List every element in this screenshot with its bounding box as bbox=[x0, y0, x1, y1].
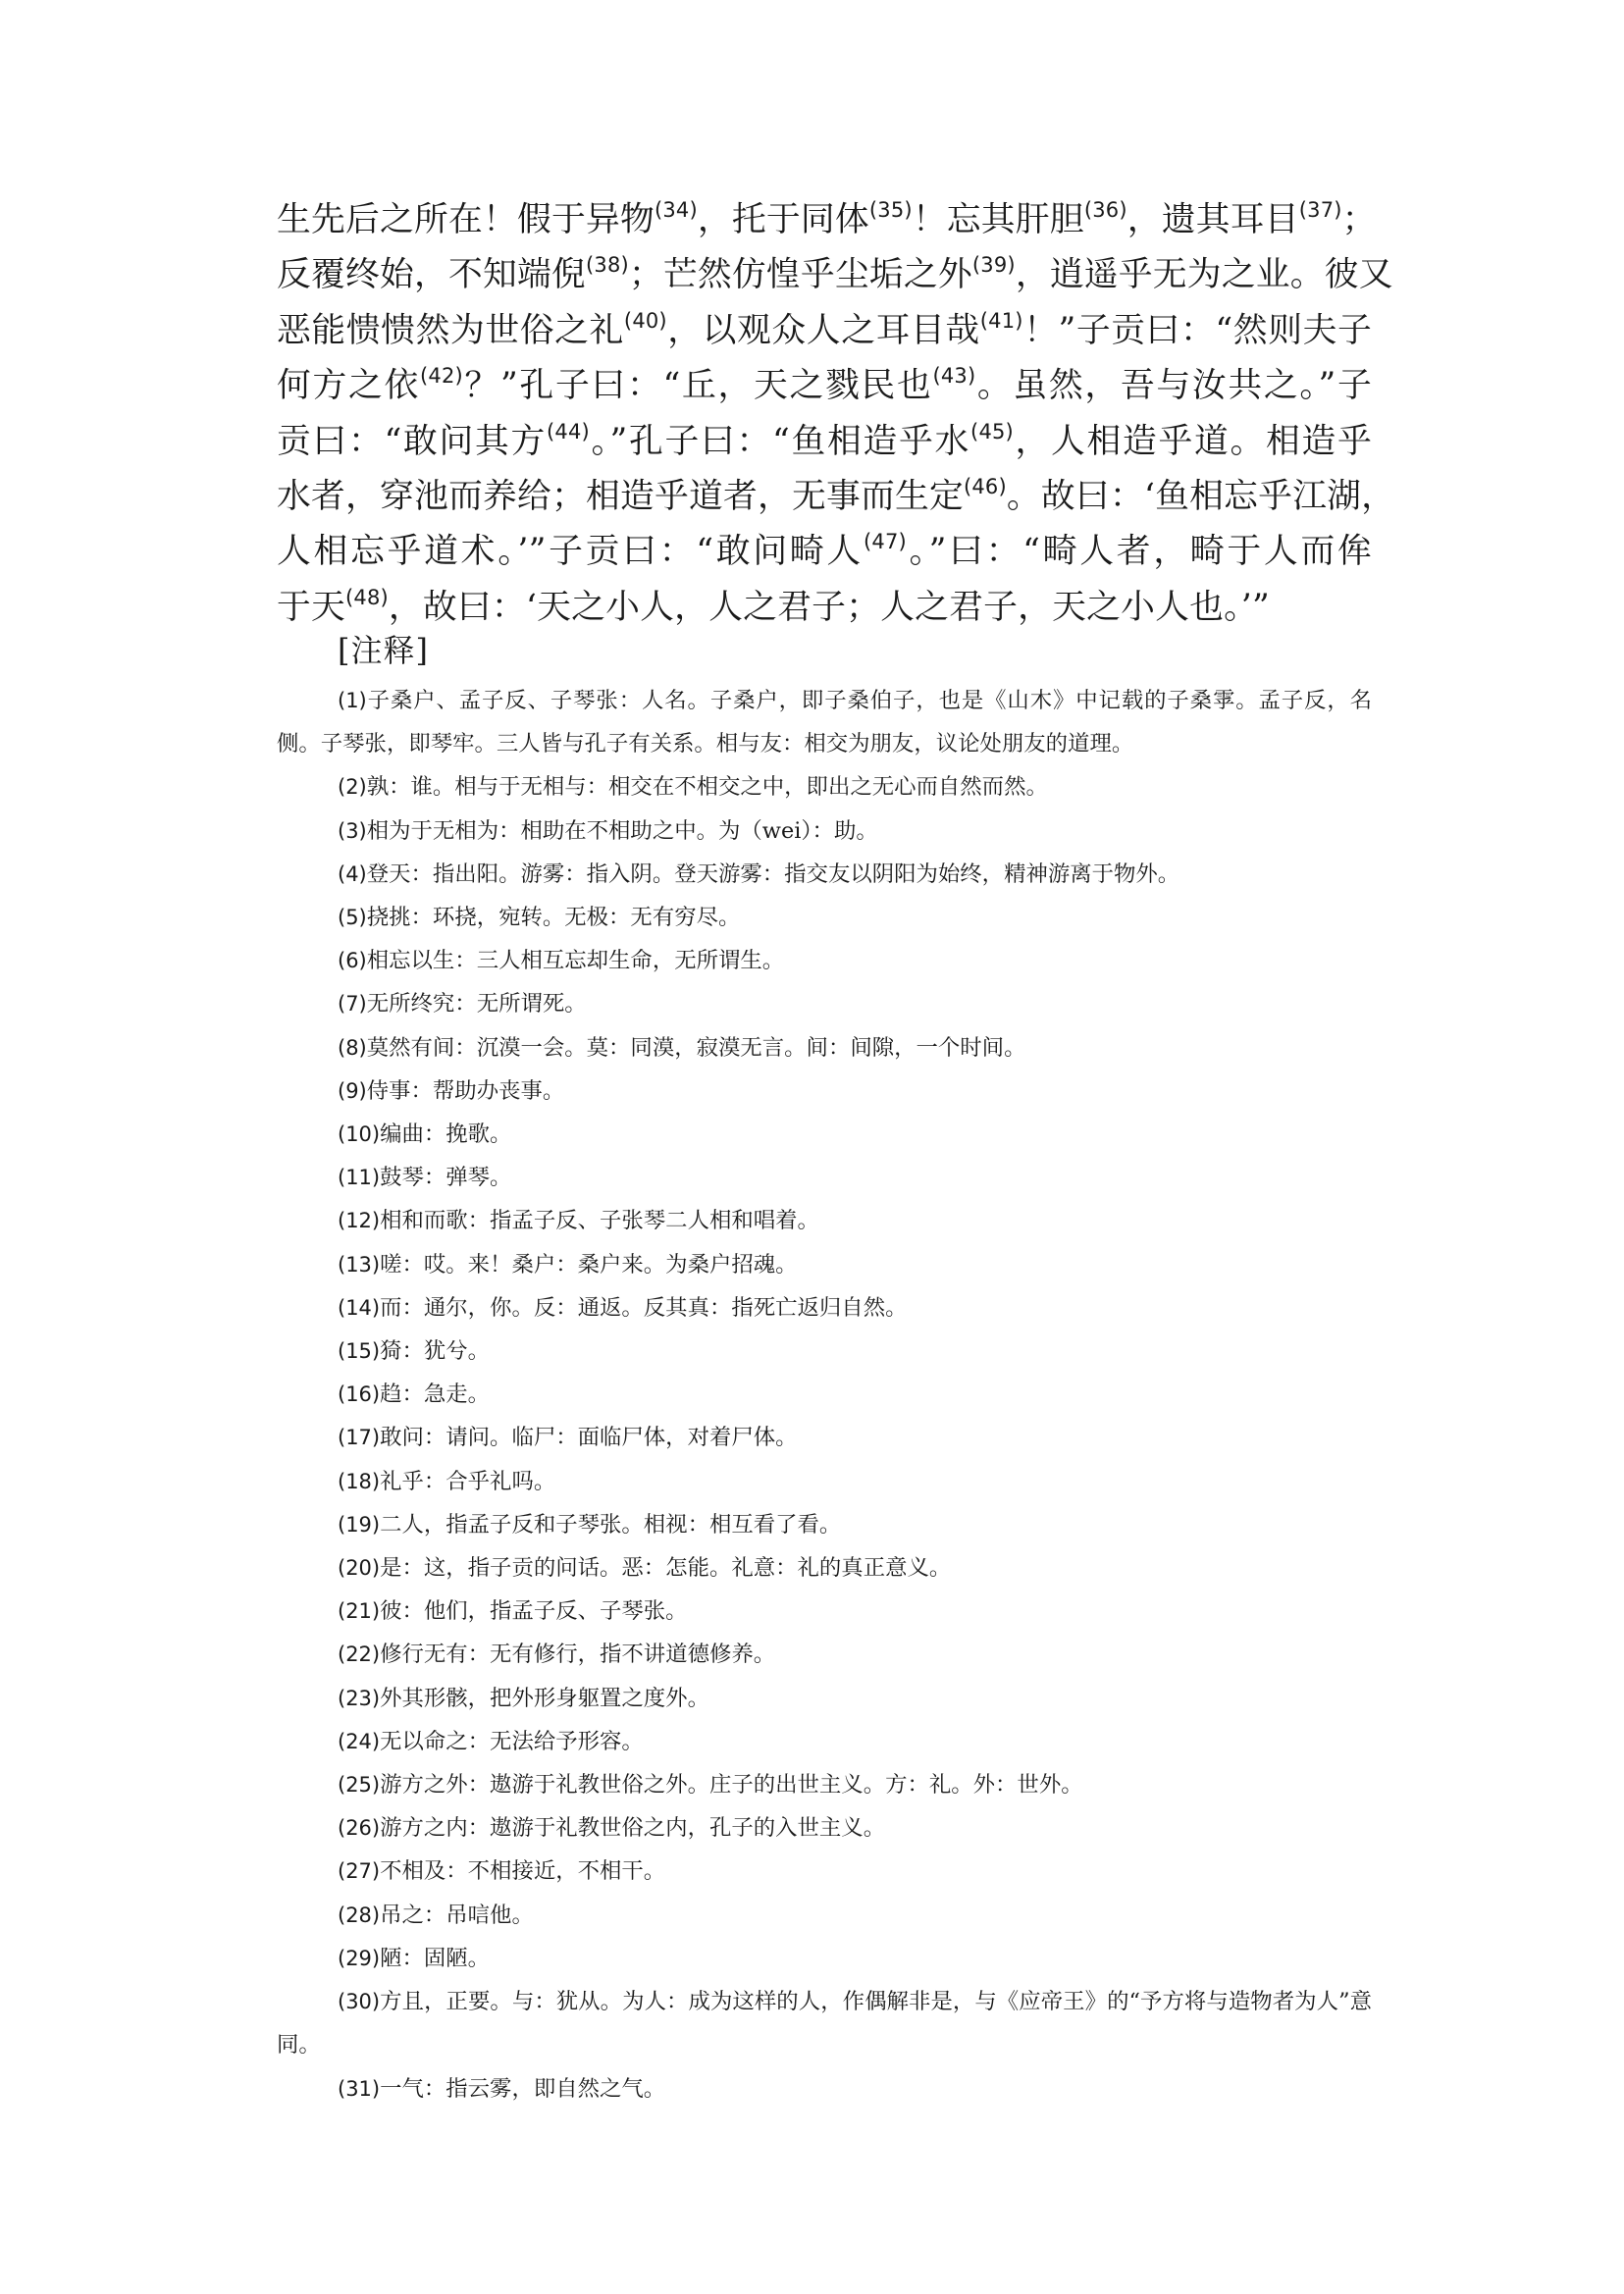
note-text: 编曲：挽歌。 bbox=[380, 1121, 512, 1148]
main-text-run: ？”孔子曰：“丘，天之戮民也 bbox=[462, 366, 933, 406]
note-number: (29) bbox=[338, 1946, 381, 1970]
note-text: 游方之内：遨游于礼教世俗之内，孔子的入世主义。 bbox=[380, 1815, 886, 1842]
note-text: 而：通尔，你。反：通返。反其真：指死亡返归自然。 bbox=[380, 1294, 908, 1321]
note-text: 相忘以生：三人相互忘却生命，无所谓生。 bbox=[366, 948, 785, 974]
footnote-marker[interactable]: (39) bbox=[971, 253, 1016, 278]
footnote-marker[interactable]: (38) bbox=[585, 253, 629, 278]
note-item bbox=[277, 1720, 1372, 1763]
note-number: (23) bbox=[338, 1686, 381, 1710]
note-item bbox=[277, 1590, 1372, 1633]
note-text: 二人，指孟子反和子琴张。相视：相互看了看。 bbox=[380, 1511, 842, 1538]
main-text-line bbox=[277, 524, 1372, 579]
note-text: 相为于无相为：相助在不相助之中。为（wei）：助。 bbox=[366, 817, 878, 844]
note-number: (2) bbox=[338, 775, 367, 800]
note-number: (5) bbox=[338, 906, 367, 930]
note-item bbox=[277, 1373, 1372, 1416]
note-number: (17) bbox=[338, 1426, 381, 1450]
main-text-run: ，托于同体 bbox=[697, 200, 869, 239]
note-text: 吊之：吊唁他。 bbox=[380, 1902, 534, 1928]
note-text: 挠挑：环挠，宛转。无极：无有穷尽。 bbox=[366, 905, 741, 931]
note-number: (13) bbox=[338, 1252, 381, 1277]
note-item bbox=[277, 982, 1372, 1025]
note-text: 鼓琴：弹琴。 bbox=[380, 1165, 512, 1191]
note-number: (21) bbox=[338, 1599, 381, 1624]
note-number: (9) bbox=[338, 1078, 367, 1103]
main-text-run: 恶能愦愦然为世俗之礼 bbox=[277, 310, 624, 350]
main-text-run: 何方之依 bbox=[277, 366, 421, 406]
note-text: 彼：他们，指孟子反、子琴张。 bbox=[380, 1598, 688, 1625]
note-number: (20) bbox=[338, 1556, 381, 1581]
note-item bbox=[277, 1546, 1372, 1590]
note-item bbox=[277, 1026, 1372, 1069]
note-item bbox=[277, 1243, 1372, 1286]
note-text: 相和而歌：指孟子反、子张琴二人相和唱着。 bbox=[380, 1208, 819, 1234]
note-item bbox=[277, 853, 1372, 896]
note-number: (26) bbox=[338, 1816, 381, 1841]
note-item bbox=[277, 1199, 1372, 1242]
note-text: 不相及：不相接近，不相干。 bbox=[380, 1858, 666, 1885]
note-item bbox=[277, 1286, 1372, 1329]
notes-list bbox=[277, 679, 1372, 2111]
main-text-run: 贡曰：“敢问其方 bbox=[277, 421, 548, 461]
main-text-run: ，以观众人之耳目哉 bbox=[666, 310, 980, 350]
note-text: 孰：谁。相与于无相与：相交在不相交之中，即出之无心而自然而然。 bbox=[366, 774, 1048, 801]
note-number: (6) bbox=[338, 949, 367, 973]
note-item bbox=[277, 1633, 1372, 1676]
note-item bbox=[277, 1937, 1372, 1980]
footnote-marker[interactable]: (48) bbox=[345, 585, 389, 609]
footnote-marker[interactable]: (43) bbox=[932, 364, 976, 389]
footnote-marker[interactable]: (42) bbox=[420, 364, 463, 389]
notes-heading: [注释] bbox=[338, 632, 429, 669]
main-text-line bbox=[277, 580, 1372, 635]
note-item bbox=[277, 1329, 1372, 1373]
note-item bbox=[277, 1980, 1372, 2066]
main-text-run: 于天 bbox=[277, 587, 345, 627]
note-item bbox=[277, 896, 1372, 939]
note-number: (19) bbox=[338, 1512, 381, 1537]
note-item bbox=[277, 939, 1372, 982]
note-text: 无所终究：无所谓死。 bbox=[366, 991, 587, 1017]
footnote-marker[interactable]: (37) bbox=[1298, 198, 1342, 222]
note-text: 无以命之：无法给予形容。 bbox=[380, 1728, 644, 1754]
footnote-marker[interactable]: (44) bbox=[547, 419, 590, 443]
note-item bbox=[277, 2067, 1372, 2111]
note-text: 一气：指云雾，即自然之气。 bbox=[380, 2075, 666, 2102]
note-text: 外其形骸，把外形身躯置之度外。 bbox=[380, 1685, 709, 1711]
note-number: (10) bbox=[338, 1122, 381, 1147]
main-text-line bbox=[277, 192, 1377, 247]
note-text: 游方之外：遨游于礼教世俗之外。庄子的出世主义。方：礼。外：世外。 bbox=[380, 1772, 1083, 1799]
note-item bbox=[277, 1806, 1372, 1850]
note-number: (30) bbox=[338, 1990, 381, 2014]
note-number: (4) bbox=[338, 861, 367, 886]
note-item bbox=[277, 1069, 1372, 1113]
main-text-run: 。”孔子曰：“鱼相造乎水 bbox=[589, 421, 971, 461]
main-text-line bbox=[277, 247, 1393, 302]
note-text: 侍事：帮助办丧事。 bbox=[366, 1077, 565, 1104]
main-text-line bbox=[277, 414, 1372, 469]
footnote-marker[interactable]: (35) bbox=[868, 198, 913, 222]
note-item bbox=[277, 765, 1372, 808]
footnote-marker[interactable]: (46) bbox=[963, 475, 1007, 499]
main-text-run: ，遗其耳目 bbox=[1126, 200, 1299, 239]
main-text-line bbox=[277, 358, 1372, 413]
footnote-marker[interactable]: (45) bbox=[970, 419, 1014, 443]
main-text-run: 。”曰：“畸人者，畸于人而侔 bbox=[906, 532, 1373, 572]
note-number: (8) bbox=[338, 1035, 367, 1060]
note-number: (15) bbox=[338, 1339, 381, 1364]
note-text: 嗟：哎。来！桑户：桑户来。为桑户招魂。 bbox=[380, 1251, 798, 1277]
note-text: 敢问：请问。临尸：面临尸体，对着尸体。 bbox=[380, 1425, 798, 1451]
main-text-run: 。故曰：‘鱼相忘乎江湖， bbox=[1006, 477, 1396, 517]
note-item bbox=[277, 1894, 1372, 1937]
note-item bbox=[277, 679, 1372, 765]
footnote-marker[interactable]: (34) bbox=[654, 198, 698, 222]
note-number: (25) bbox=[338, 1773, 381, 1798]
footnote-marker[interactable]: (40) bbox=[623, 308, 667, 333]
note-number: (28) bbox=[338, 1903, 381, 1927]
note-item bbox=[277, 1113, 1372, 1156]
note-text: 陋：固陋。 bbox=[380, 1945, 491, 1971]
note-item bbox=[277, 1460, 1372, 1503]
main-text-run: ，逍遥乎无为之业。彼又 bbox=[1015, 255, 1393, 295]
main-text-run: ！忘其肝胆 bbox=[912, 200, 1084, 239]
note-number: (3) bbox=[338, 818, 367, 843]
main-text-run: 。虽然，吾与汝共之。”子 bbox=[975, 366, 1372, 406]
note-number: (18) bbox=[338, 1469, 381, 1493]
document-page bbox=[277, 192, 1396, 2102]
footnote-marker[interactable]: (36) bbox=[1083, 198, 1127, 222]
note-text: 方且，正要。与：犹从。为人：成为这样的人，作偶解非是，与《应帝王》的“予方将与造物者为人”意同。 bbox=[277, 1989, 1372, 2059]
footnote-marker[interactable]: (47) bbox=[863, 530, 907, 554]
note-number: (7) bbox=[338, 992, 367, 1017]
main-text-run: 生先后之所在！假于异物 bbox=[277, 200, 655, 239]
note-item bbox=[277, 1763, 1372, 1806]
main-text-line bbox=[277, 303, 1372, 358]
main-text-run: ；芒然仿惶乎尘垢之外 bbox=[628, 255, 972, 295]
note-text: 子桑户、孟子反、子琴张：人名。子桑户，即子桑伯子，也是《山木》中记载的子桑雽。孟子反，名侧。子琴张，即琴牢。三人皆与孔子有关系。相与友：相交为朋友，议论处朋友的道理。 bbox=[277, 688, 1372, 757]
note-number: (31) bbox=[338, 2076, 381, 2101]
note-number: (1) bbox=[338, 689, 367, 712]
note-item bbox=[277, 1850, 1372, 1893]
note-number: (24) bbox=[338, 1729, 381, 1753]
main-text-run: ； bbox=[1341, 200, 1377, 239]
note-number: (11) bbox=[338, 1166, 381, 1190]
note-number: (12) bbox=[338, 1209, 381, 1233]
note-item bbox=[277, 1503, 1372, 1546]
note-item bbox=[277, 1156, 1372, 1199]
note-item bbox=[277, 809, 1372, 853]
main-text-block bbox=[277, 192, 1396, 635]
note-text: 礼乎：合乎礼吗。 bbox=[380, 1468, 556, 1494]
main-text-run: 人相忘乎道术。’”子贡曰：“敢问畸人 bbox=[277, 532, 864, 572]
main-text-run: ！”子贡曰：“然则夫子 bbox=[1022, 310, 1372, 350]
note-text: 趋：急走。 bbox=[380, 1382, 491, 1408]
note-number: (22) bbox=[338, 1642, 381, 1667]
note-item bbox=[277, 1416, 1372, 1459]
main-text-line bbox=[277, 469, 1396, 524]
main-text-run: ，故曰：‘天之小人，人之君子；人之君子，天之小人也。’” bbox=[388, 587, 1270, 627]
main-text-run: ，人相造乎道。相造乎 bbox=[1013, 421, 1372, 461]
note-number: (27) bbox=[338, 1859, 381, 1884]
main-text-run: 反覆终始，不知端倪 bbox=[277, 255, 586, 295]
note-text: 修行无有：无有修行，指不讲道德修养。 bbox=[380, 1642, 776, 1668]
main-text-run: 水者，穿池而养给；相造乎道者，无事而生定 bbox=[277, 477, 964, 517]
note-number: (14) bbox=[338, 1295, 381, 1320]
note-text: 猗：犹兮。 bbox=[380, 1338, 491, 1365]
note-text: 莫然有间：沉漠一会。莫：同漠，寂漠无言。间：间隙，一个时间。 bbox=[366, 1034, 1026, 1061]
note-text: 是：这，指子贡的问话。恶：怎能。礼意：礼的真正意义。 bbox=[380, 1555, 952, 1582]
footnote-marker[interactable]: (41) bbox=[979, 308, 1023, 333]
note-text: 登天：指出阳。游雾：指入阴。登天游雾：指交友以阴阳为始终，精神游离于物外。 bbox=[366, 860, 1180, 887]
note-number: (16) bbox=[338, 1382, 381, 1407]
note-item bbox=[277, 1677, 1372, 1720]
